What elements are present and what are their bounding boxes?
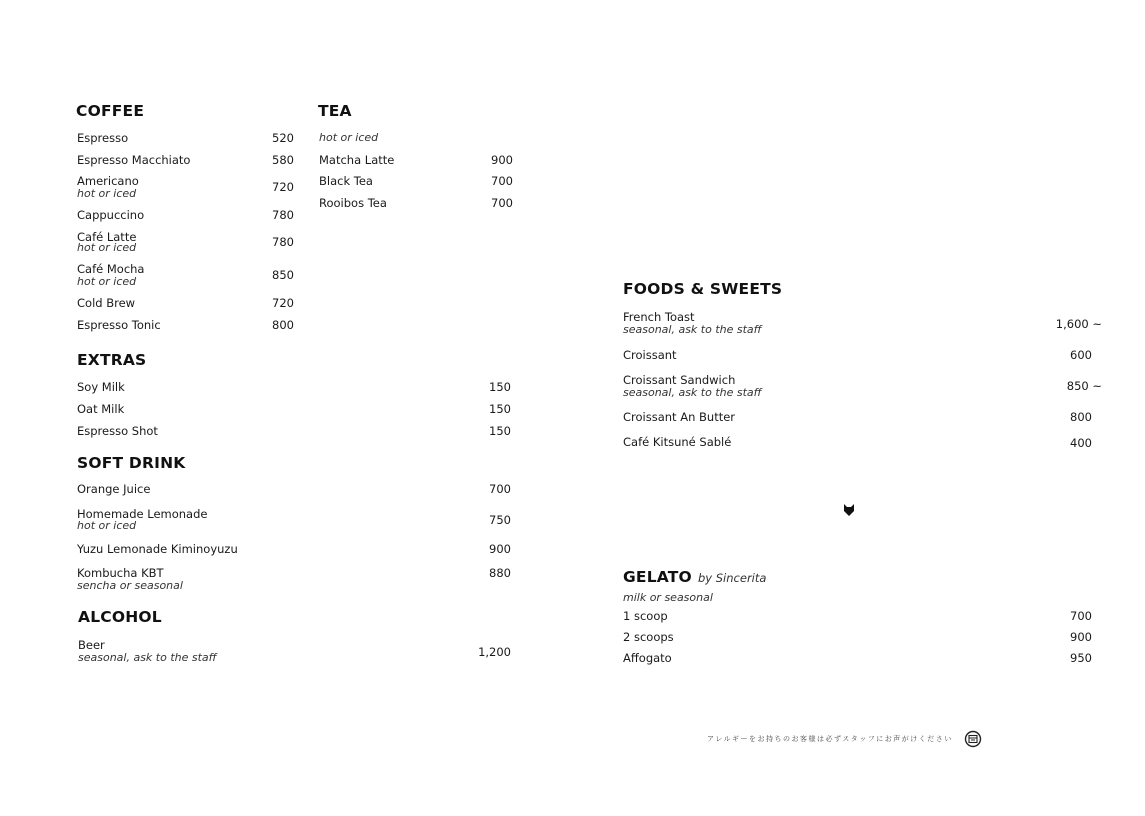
menu-item-name: Beer [78, 638, 105, 652]
alcohol-heading: ALCOHOL [78, 608, 162, 626]
menu-item-price: 800 [1070, 410, 1092, 424]
menu-item-note: hot or iced [77, 241, 137, 254]
menu-item-price: 150 [489, 402, 511, 416]
menu-item-price: 1,600 ~ [1055, 317, 1102, 331]
menu-item-name: Cold Brew [77, 296, 136, 310]
menu-item-price: 150 [489, 380, 511, 394]
menu-item-price: 700 [489, 482, 511, 496]
menu-item-name: Café Kitsuné Sablé [623, 435, 732, 449]
menu-item-name: Rooibos Tea [319, 196, 387, 210]
extras-heading: EXTRAS [77, 351, 147, 369]
menu-item-price: 600 [1070, 348, 1092, 362]
menu-item-price: 720 [272, 296, 294, 310]
menu-item-name: Croissant [623, 348, 677, 362]
foods-heading: FOODS & SWEETS [623, 280, 783, 298]
menu-item-price: 750 [489, 513, 511, 527]
menu-item-price: 900 [1070, 630, 1092, 644]
menu-item-note: seasonal, ask to the staff [623, 323, 762, 336]
tea-note: hot or iced [319, 131, 379, 144]
menu-item-price: 780 [272, 235, 294, 249]
allergy-note: アレルギーをお持ちのお客様は必ずスタッフにお声がけください [707, 735, 953, 743]
menu-item-price: 720 [272, 180, 294, 194]
menu-item-name: Soy Milk [77, 380, 125, 394]
menu-item-name: Homemade Lemonade [77, 507, 208, 521]
menu-item-name: Espresso Shot [77, 424, 158, 438]
menu-item-name: Matcha Latte [319, 153, 395, 167]
menu-item-note: hot or iced [77, 519, 137, 532]
menu-item-price: 950 [1070, 651, 1092, 665]
menu-item-note: seasonal, ask to the staff [623, 386, 762, 399]
menu-item-name: Cappuccino [77, 208, 145, 222]
menu-item-note: hot or iced [77, 275, 137, 288]
menu-item-price: 850 ~ [1066, 379, 1102, 393]
menu-item-price: 520 [272, 131, 294, 145]
menu-item-name: Yuzu Lemonade Kiminoyuzu [77, 542, 238, 556]
allergy-notice-icon [964, 730, 982, 748]
menu-item-name: Café Mocha [77, 262, 145, 276]
menu-item-price: 850 [272, 268, 294, 282]
soft-drink-heading: SOFT DRINK [77, 454, 186, 472]
menu-item-price: 880 [489, 566, 511, 580]
menu-item-price: 700 [491, 174, 513, 188]
coffee-heading: COFFEE [76, 102, 145, 120]
gelato-note: milk or seasonal [623, 591, 713, 604]
menu-item-name: Oat Milk [77, 402, 125, 416]
tea-heading: TEA [318, 102, 352, 120]
menu-item-name: 1 scoop [623, 609, 668, 623]
menu-item-note: hot or iced [77, 187, 137, 200]
menu-item-price: 780 [272, 208, 294, 222]
menu-item-name: Croissant Sandwich [623, 373, 736, 387]
menu-item-price: 700 [1070, 609, 1092, 623]
gelato-heading: GELATO [623, 568, 692, 586]
menu-item-price: 800 [272, 318, 294, 332]
menu-item-name: Orange Juice [77, 482, 151, 496]
menu-item-name: Black Tea [319, 174, 373, 188]
menu-item-price: 580 [272, 153, 294, 167]
gelato-byline: by Sincerita [698, 571, 767, 585]
menu-item-name: Espresso Macchiato [77, 153, 191, 167]
menu-item-note: seasonal, ask to the staff [78, 651, 217, 664]
menu-item-price: 900 [489, 542, 511, 556]
menu-item-note: sencha or seasonal [77, 579, 183, 592]
menu-item-name: 2 scoops [623, 630, 674, 644]
menu-item-price: 400 [1070, 436, 1092, 450]
menu-item-name: Croissant An Butter [623, 410, 736, 424]
menu-item-name: Affogato [623, 651, 672, 665]
menu-item-name: Kombucha KBT [77, 566, 164, 580]
menu-item-name: Café Latte [77, 230, 137, 244]
menu-item-price: 900 [491, 153, 513, 167]
menu-item-name: Espresso [77, 131, 129, 145]
menu-item-price: 700 [491, 196, 513, 210]
menu-item-name: Espresso Tonic [77, 318, 161, 332]
menu-item-name: French Toast [623, 310, 695, 324]
fox-logo-icon [843, 502, 855, 516]
menu-item-name: Americano [77, 174, 139, 188]
menu-item-price: 1,200 [478, 645, 511, 659]
menu-item-price: 150 [489, 424, 511, 438]
